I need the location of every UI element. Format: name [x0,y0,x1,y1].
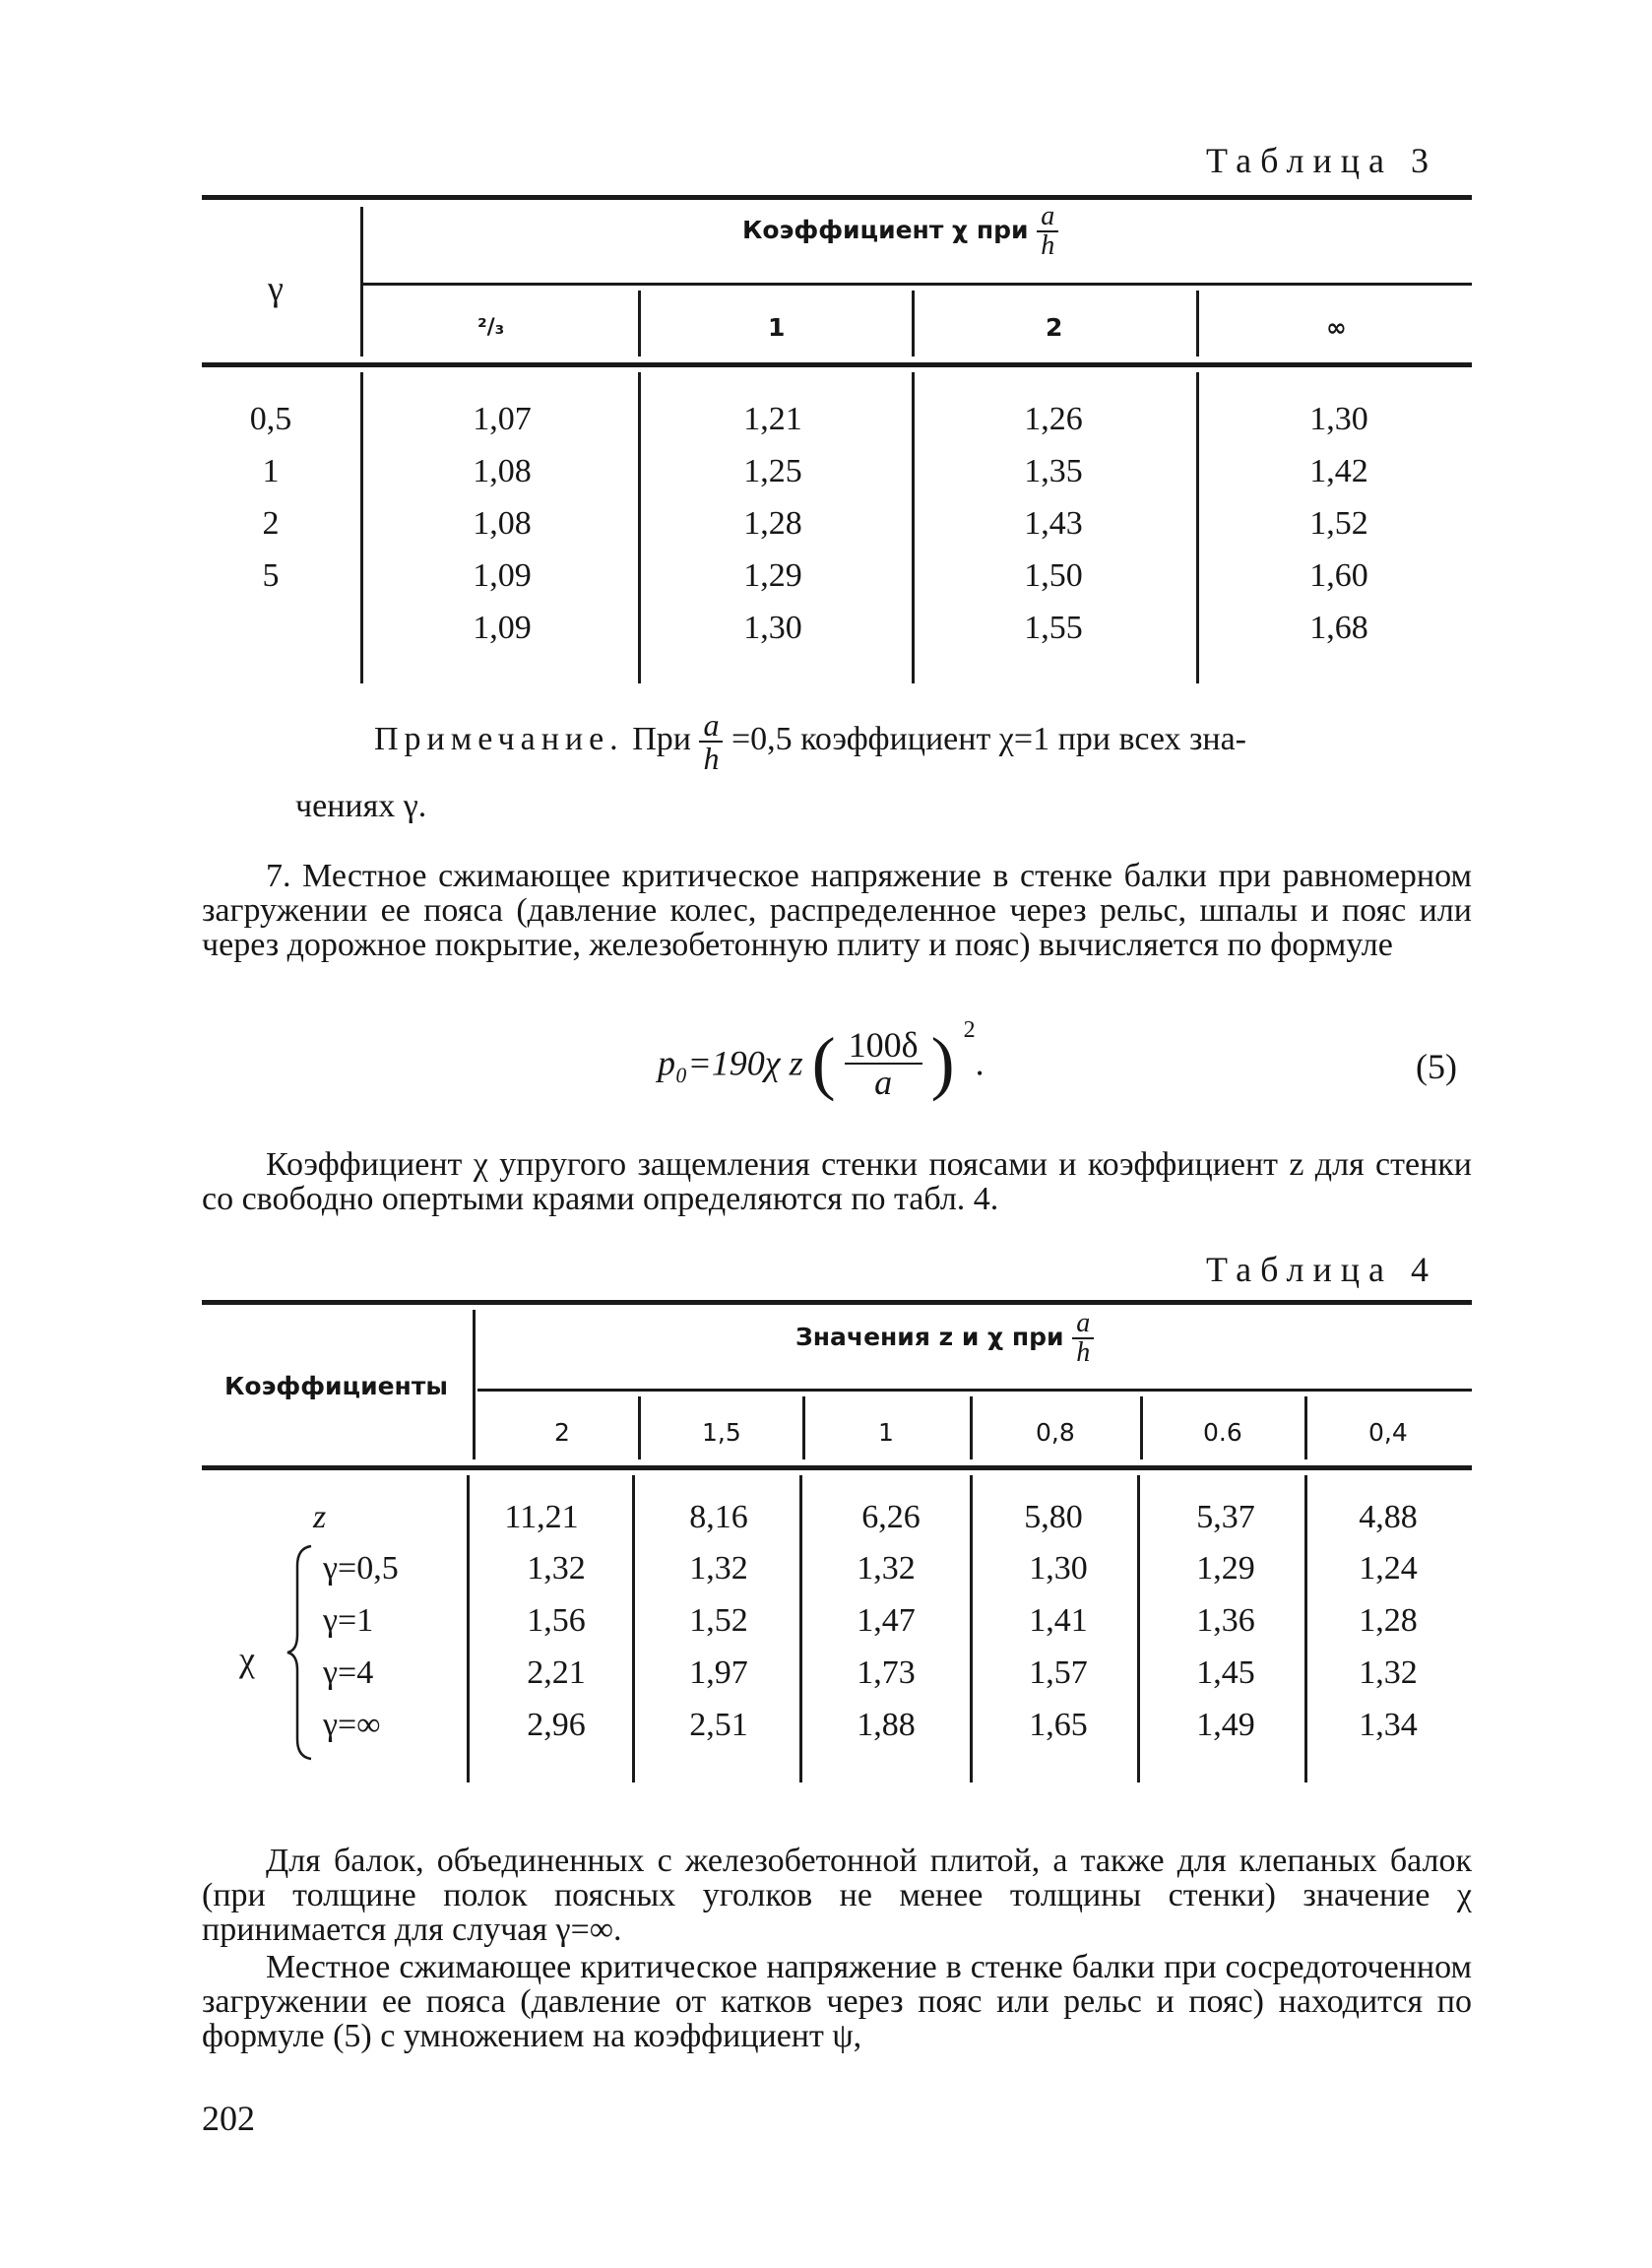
table3-vline [912,291,915,356]
table3-header-bottom-rule [202,362,1472,367]
table4-vline [473,1310,476,1459]
table4-vline [1304,1396,1307,1459]
table3-cell: 1,09 [473,610,532,646]
fraction-denominator: h [1076,1337,1091,1368]
note-fraction [699,709,723,774]
table3-caption: Таблица 3 [1206,141,1437,180]
table3-col-header: 1 [768,313,786,342]
table4-chi-brace [286,1544,315,1761]
table4-cell: 1,29 [1196,1550,1255,1587]
paragraph-beams: Для балок, объединенных с железобетонной плитой, а также для клепаных балок (при толщине полок поясных уголков не менее толщины стенки) значение χ принимается для случая γ=∞. [202,1843,1472,1948]
table3-col-header: 2 [1046,313,1063,342]
note-label: Примечание. [374,720,624,757]
table4-vline [638,1396,641,1459]
table4-vline [799,1475,802,1782]
table4-cell: 1,32 [1359,1654,1418,1691]
table3-top-rule [202,195,1472,200]
note-post: =0,5 коэффициент χ=1 при всех зна- [731,720,1247,757]
table4-vline [1140,1396,1143,1459]
table4-vline [802,1396,805,1459]
table4-cell: 1,24 [1359,1550,1418,1587]
fraction-numerator: a [1072,1310,1094,1339]
table4-vline [467,1475,470,1782]
table4-group-header [795,1310,1094,1367]
table4-col-header: 1 [878,1418,894,1447]
table4-cell: 1,73 [857,1654,916,1691]
table4-subheader-rule [477,1389,1472,1392]
note-line2: чениях γ. [295,788,427,824]
page-number: 202 [202,2099,255,2138]
table4-cell: 1,97 [689,1654,748,1691]
table4-col-header: 2 [554,1418,570,1447]
table4-row-header: Коэффициенты [224,1372,448,1400]
table3-cell: 1,25 [743,453,802,489]
table4-cell: 1,65 [1029,1707,1088,1743]
table4-cell: 2,21 [527,1654,586,1691]
fraction-numerator: a [1037,203,1058,232]
paragraph-local-stress: Местное сжимающее критическое напряжение в стенке балки при сосредоточенном загружении ее пояса (давление от катков через пояс или рельс и пояс) находится по формуле (5) с умножением на коэффициент ψ, [202,1949,1472,2054]
table3-cell: 1,07 [473,401,532,437]
table3-col-header: ²/₃ [477,315,505,340]
table3-cell: 1,21 [743,401,802,437]
fraction-denominator: h [1041,230,1055,261]
table3-vline [360,207,363,356]
table3-vline [638,291,641,356]
table4-cell: 1,57 [1029,1654,1088,1691]
table3-group-header-text: Коэффициент χ при [742,216,1029,244]
table3-vline [638,372,641,683]
table4-group-fraction [1072,1310,1094,1367]
table4-cell: 2,96 [527,1707,586,1743]
table4-cell: 1,47 [857,1602,916,1639]
formula-period: . [975,1043,985,1083]
table3-cell: 1,55 [1024,610,1083,646]
table3-vline [360,372,363,683]
table4-cell: 1,30 [1029,1550,1088,1587]
table3-cell: 1,50 [1024,557,1083,594]
fraction-numerator: a [699,709,723,743]
formula-5 [658,1016,985,1104]
formula-paren-open: ( [811,1023,836,1102]
formula-exponent: 2 [963,1016,976,1043]
table4-cell: 5,37 [1196,1499,1255,1535]
table4-cell: 2,51 [689,1707,748,1743]
table3-gamma-cell: 0,5 [249,401,292,437]
table4-vline [970,1475,973,1782]
formula-fraction [845,1024,922,1102]
table3-col-header: ∞ [1326,313,1347,342]
table3-gamma-header: γ [268,269,284,308]
table4-row-label: z [313,1499,327,1535]
note-pre: При [632,720,691,757]
table4-group-header-text: Значения z и χ при [795,1323,1064,1351]
table3-cell: 1,60 [1309,557,1368,594]
table3-gamma-cell: 1 [262,453,280,489]
table4-cell: 1,32 [527,1550,586,1587]
table4-cell: 1,36 [1196,1602,1255,1639]
fraction-numerator: 100δ [845,1027,922,1065]
table4-header-bottom-rule [202,1465,1472,1470]
table4-cell: 1,88 [857,1707,916,1743]
table3-cell: 1,09 [473,557,532,594]
table4-top-rule [202,1300,1472,1305]
formula-lhs: p₀=190χ z [658,1043,803,1083]
table4-cell: 1,28 [1359,1602,1418,1639]
table4-cell: 1,32 [857,1550,916,1587]
table4-vline [1137,1475,1140,1782]
table3-vline [1196,291,1199,356]
table3-vline [912,372,915,683]
table4-cell: 8,16 [689,1499,748,1535]
table3-cell: 1,35 [1024,453,1083,489]
table3-cell: 1,28 [743,505,802,542]
table3-gamma-cell: 2 [262,505,280,542]
table4-col-header: 0,4 [1368,1418,1408,1447]
table4-row-label: γ=∞ [323,1707,381,1743]
table4-cell: 5,80 [1024,1499,1083,1535]
table4-cell: 1,34 [1359,1707,1418,1743]
paragraph-coefficients: Коэффициент χ упругого защемления стенки поясами и коэффициент z для стенки со свободно опертыми краями определяются по табл. 4. [202,1146,1472,1217]
fraction-denominator: a [874,1062,893,1102]
table4-caption: Таблица 4 [1206,1250,1437,1289]
table4-cell: 1,32 [689,1550,748,1587]
table3-cell: 1,29 [743,557,802,594]
table3-cell: 1,52 [1309,505,1368,542]
table4-cell: 11,21 [504,1499,579,1535]
table4-cell: 1,41 [1029,1602,1088,1639]
table3-cell: 1,43 [1024,505,1083,542]
table3-subheader-rule [362,283,1472,286]
table3-cell: 1,26 [1024,401,1083,437]
table4-cell: 1,56 [527,1602,586,1639]
table4-row-label: γ=1 [323,1602,374,1639]
table4-cell: 6,26 [861,1499,921,1535]
table4-row-label: γ=4 [323,1654,374,1691]
formula-paren-close: ) [930,1023,955,1102]
table3-cell: 1,08 [473,505,532,542]
table3-cell: 1,68 [1309,610,1368,646]
note [374,709,1246,774]
table3-group-header [742,203,1058,260]
table3-gamma-cell: 5 [262,557,280,594]
table3-cell: 1,42 [1309,453,1368,489]
table4-vline [632,1475,635,1782]
table3-group-fraction [1037,203,1058,260]
table4-vline [970,1396,973,1459]
table4-cell: 1,49 [1196,1707,1255,1743]
table3-cell: 1,30 [1309,401,1368,437]
table4-cell: 4,88 [1359,1499,1418,1535]
table3-cell: 1,30 [743,610,802,646]
table4-cell: 1,45 [1196,1654,1255,1691]
table3-cell: 1,08 [473,453,532,489]
table3-vline [1196,372,1199,683]
table4-col-header: 0,8 [1036,1418,1075,1447]
table4-col-header: 1,5 [702,1418,741,1447]
table4-cell: 1,52 [689,1602,748,1639]
table4-row-label: γ=0,5 [323,1550,399,1587]
table4-vline [1304,1475,1307,1782]
table4-chi-label: χ [239,1640,255,1679]
paragraph-7: 7. Местное сжимающее критическое напряжение в стенке балки при равномерном загружении ее пояса (давление колес, распределенное через рельс, шпалы и пояс или через дорожное покрытие, железобетонную плиту и пояс) вычисляется по формуле [202,858,1472,963]
table4-col-header: 0.6 [1203,1418,1242,1447]
formula-number: (5) [1416,1047,1457,1086]
fraction-denominator: h [703,741,720,776]
